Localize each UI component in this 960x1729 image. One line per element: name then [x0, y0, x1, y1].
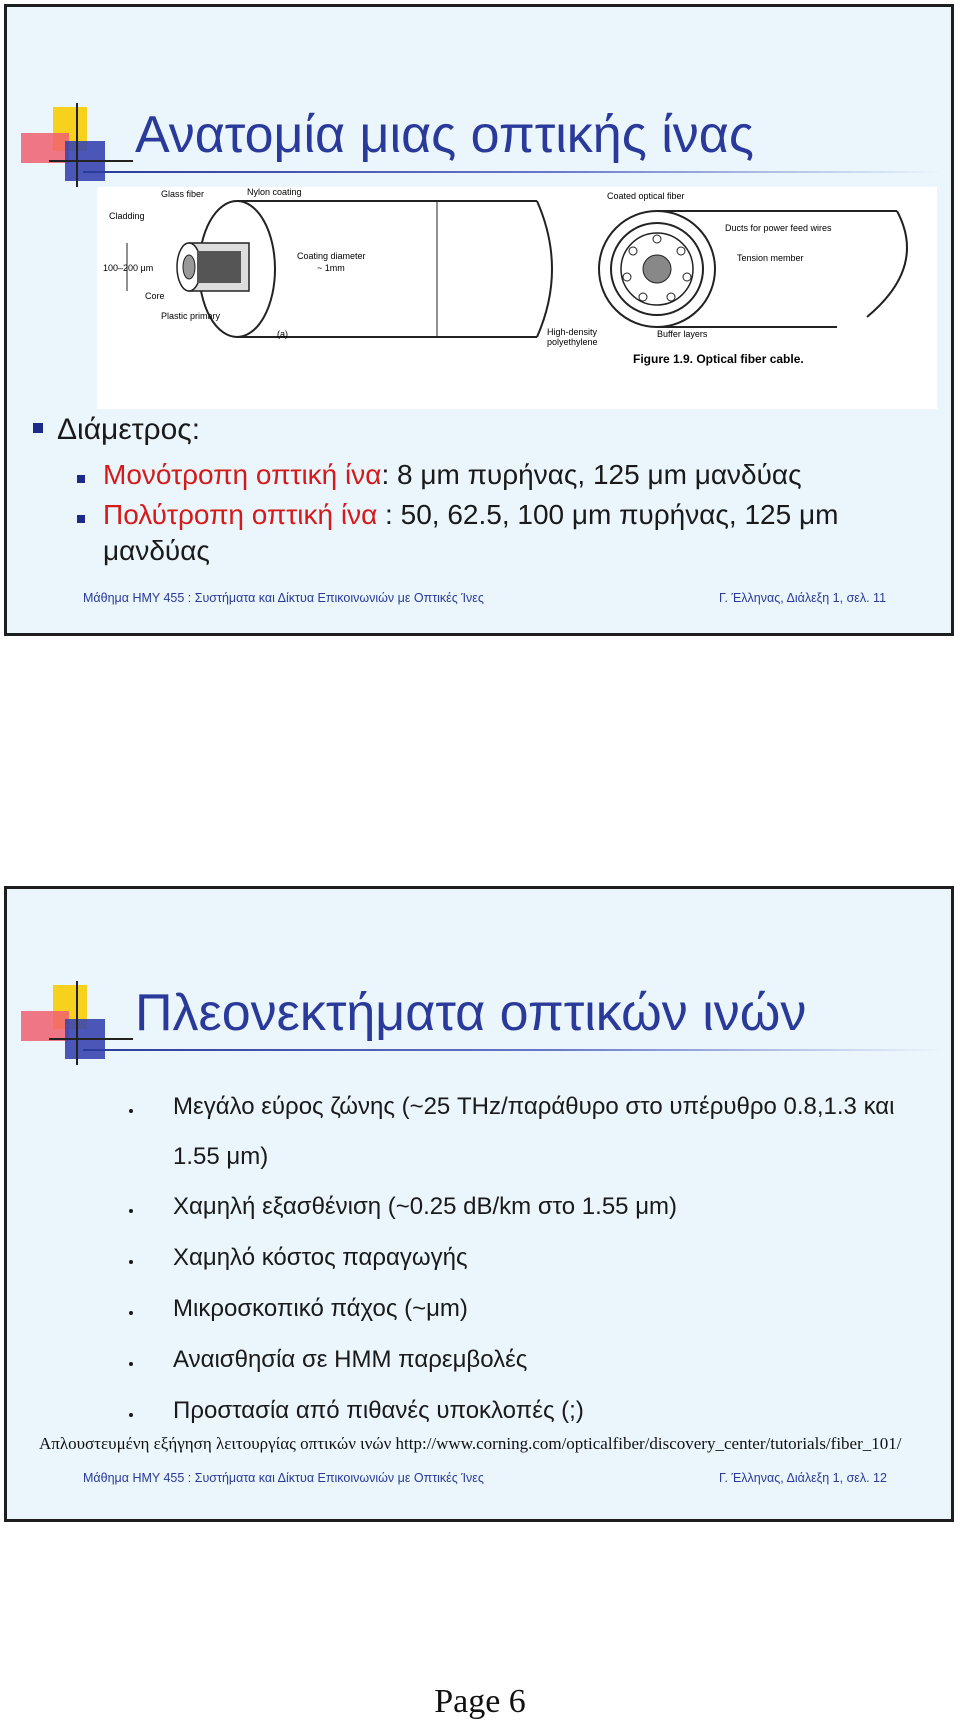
multimode-term: Πολύτροπη οπτική ίνα: [103, 499, 378, 530]
title-decoration-icon: [15, 981, 135, 1071]
slide-title: Ανατομία μιας οπτικής ίνας: [135, 106, 754, 164]
bullet-dot-icon: [129, 1413, 133, 1417]
multimode-desc: : 50, 62.5, 100 μm πυρήνας, 125 μm: [377, 499, 839, 530]
footer-course: Μάθημα ΗΜΥ 455 : Συστήματα και Δίκτυα Επικοινωνιών με Οπτικές Ίνες: [83, 591, 484, 605]
advantage-thickness: Μικροσκοπικό πάχος (~μm): [173, 1295, 468, 1322]
slide-11: [4, 4, 954, 636]
label-panel-a: (a): [277, 329, 288, 339]
label-plastic-primary: Plastic primary: [161, 311, 221, 321]
bullet-diameter: [33, 413, 200, 447]
label-size: 100–200 μm: [103, 263, 154, 273]
title-underline: [83, 171, 943, 173]
bullet-square-small-icon: [77, 475, 85, 483]
label-1mm: ~ 1mm: [317, 263, 345, 273]
title-decoration-icon: [15, 103, 135, 193]
subbullet-singlemode: [103, 457, 802, 493]
footer-lecture: Γ. Έλληνας, Διάλεξη 1, σελ. 12: [719, 1471, 887, 1485]
multimode-desc-cont: μανδύας: [103, 535, 210, 566]
singlemode-term: Μονότροπη οπτική ίνα: [103, 459, 382, 490]
bullet-dot-icon: [129, 1362, 133, 1366]
bullet-dot-icon: [129, 1109, 133, 1113]
slide-title: Πλεονεκτήματα οπτικών ινών: [135, 984, 807, 1042]
fiber-cable-figure: [97, 187, 937, 409]
label-nylon-coating: Nylon coating: [247, 187, 302, 197]
advantage-cost: Χαμηλό κόστος παραγωγής: [173, 1244, 468, 1271]
title-underline: [83, 1049, 943, 1051]
label-tension-member: Tension member: [737, 253, 804, 263]
page-number: Page 6: [434, 1683, 526, 1720]
bullet-text: Διάμετρος:: [57, 413, 201, 446]
label-coating-diameter: Coating diameter: [297, 251, 366, 261]
subbullet-multimode: [103, 497, 838, 569]
label-core: Core: [145, 291, 165, 301]
singlemode-desc: : 8 μm πυρήνας, 125 μm μανδύας: [381, 459, 802, 490]
footer-lecture: Γ. Έλληνας, Διάλεξη 1, σελ. 11: [719, 591, 887, 605]
slide-12: [4, 886, 954, 1522]
advantage-emi: Αναισθησία σε ΗΜΜ παρεμβολές: [173, 1346, 528, 1373]
label-high-density: High-density: [547, 327, 598, 337]
advantage-bandwidth-cont: 1.55 μm): [173, 1143, 269, 1170]
label-cladding: Cladding: [109, 211, 145, 221]
advantage-security: Προστασία από πιθανές υποκλοπές (;): [173, 1397, 584, 1424]
label-ducts: Ducts for power feed wires: [725, 223, 832, 233]
bullet-dot-icon: [129, 1260, 133, 1264]
bullet-square-small-icon: [77, 515, 85, 523]
advantage-attenuation: Χαμηλή εξασθένιση (~0.25 dB/km στο 1.55 μm): [173, 1193, 677, 1220]
label-glass-fiber: Glass fiber: [161, 189, 205, 199]
advantage-bandwidth: Μεγάλο εύρος ζώνης (~25 THz/παράθυρο στο υπέρυθρο 0.8,1.3 και: [173, 1093, 895, 1120]
reference-link[interactable]: Απλουστευμένη εξήγηση λειτουργίας οπτικών ινών http://www.corning.com/opticalfiber/discovery_center/tutorials/fiber_101/: [39, 1434, 902, 1453]
bullet-square-icon: [33, 423, 43, 433]
bullet-dot-icon: [129, 1311, 133, 1315]
label-buffer-layers: Buffer layers: [657, 329, 708, 339]
bullet-dot-icon: [129, 1209, 133, 1213]
label-polyethylene: polyethylene: [547, 337, 598, 347]
label-coated-fiber: Coated optical fiber: [607, 191, 685, 201]
footer-course: Μάθημα ΗΜΥ 455 : Συστήματα και Δίκτυα Επικοινωνιών με Οπτικές Ίνες: [83, 1471, 484, 1485]
figure-caption: Figure 1.9. Optical fiber cable.: [633, 352, 804, 366]
